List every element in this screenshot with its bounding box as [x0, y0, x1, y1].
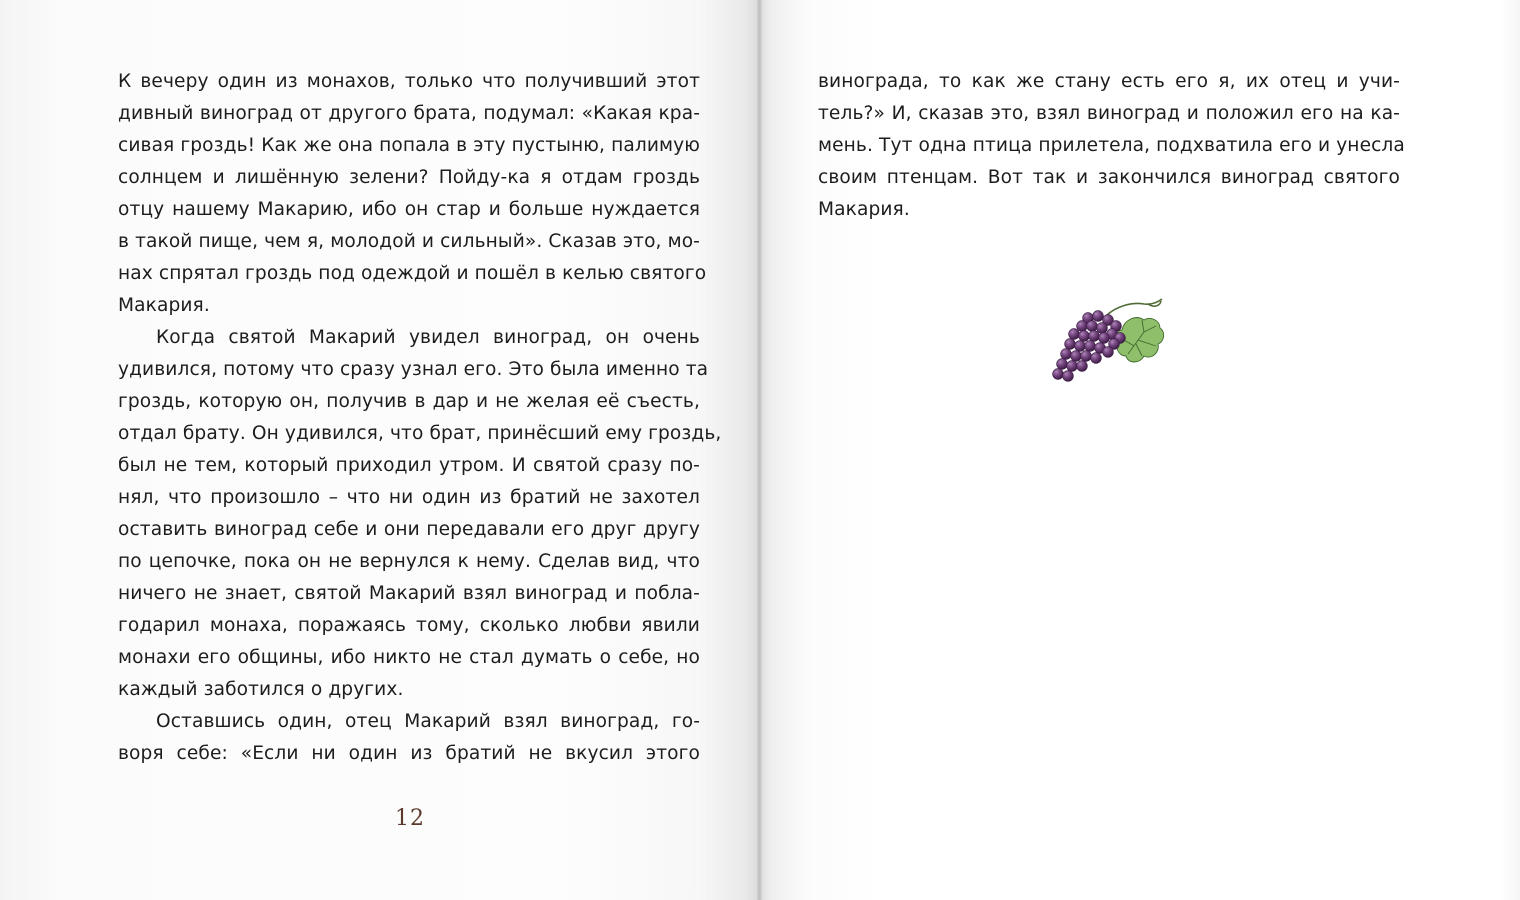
text-line: тель?» И, сказав это, взял виноград и положил его на ка- [818, 103, 1400, 124]
grape-berry-highlight [1117, 335, 1119, 337]
grape-berry [1067, 361, 1078, 372]
vine-tendril [1106, 299, 1162, 316]
text-line: был не тем, который приходил утром. И святой сразу по- [118, 455, 700, 476]
text-line: Макария. [118, 295, 210, 316]
grape-berry-highlight [1077, 343, 1079, 345]
text-line: нял, что произошло – что ни один из братий не захотел [118, 487, 700, 508]
text-line: дивный виноград от другого брата, подумал: «Какая кра- [118, 103, 700, 124]
paragraph-3 [118, 706, 700, 770]
text-line: монахи его общины, ибо никто не стал думать о себе, но [118, 647, 700, 668]
grape-berry [1097, 323, 1108, 334]
book-gutter [757, 0, 762, 900]
grape-berry [1061, 349, 1072, 360]
grape-berry-highlight [1111, 341, 1113, 343]
grape-berry-highlight [1105, 349, 1107, 351]
grape-berry-highlight [1081, 333, 1083, 335]
grape-berry [1099, 333, 1110, 344]
grape-berry [1079, 331, 1090, 342]
grape-berry-highlight [1099, 325, 1101, 327]
grape-berry-highlight [1083, 353, 1085, 355]
text-line: удивился, потому что сразу узнал его. Это была именно та [118, 359, 709, 380]
grape-berry [1091, 353, 1102, 364]
text-line: своим птенцам. Вот так и закончился виноград святого [818, 167, 1400, 188]
grape-berry [1065, 339, 1076, 350]
text-line: в такой пище, чем я, молодой и сильный». Сказав это, мо- [118, 231, 700, 252]
grape-berry-highlight [1097, 345, 1099, 347]
text-line: гроздь, которую он, получив в дар и не желая её съесть, [118, 391, 700, 412]
text-line: Оставшись один, отец Макарий взял виноград, го- [156, 711, 700, 732]
grape-berry [1081, 351, 1092, 362]
text-line: Когда святой Макарий увидел виноград, он очень [156, 327, 700, 348]
grape-cluster-icon [1044, 296, 1168, 382]
page-number: 12 [395, 806, 425, 831]
text-line: нах спрятал гроздь под одеждой и пошёл в келью святого [118, 263, 707, 284]
grape-berry-highlight [1079, 323, 1081, 325]
grape-berry [1071, 351, 1082, 362]
grape-berry [1103, 347, 1114, 358]
grape-berry-highlight [1091, 333, 1093, 335]
grape-berry-highlight [1093, 355, 1095, 357]
grape-berry [1069, 329, 1080, 340]
text-line: К вечеру один из монахов, только что получивший этот [118, 71, 700, 92]
grape-berry [1075, 341, 1086, 352]
paragraph-1 [118, 66, 707, 322]
left-page-text [118, 66, 722, 770]
grape-berry [1077, 321, 1088, 332]
grape-berry-highlight [1109, 331, 1111, 333]
text-line: каждый заботился о других. [118, 679, 404, 700]
text-line: винограда, то как же стану есть его я, их отец и учи- [818, 71, 1400, 92]
text-line: отдал брату. Он удивился, что брат, принёсший ему гроздь, [118, 423, 722, 444]
grape-berry-highlight [1055, 371, 1057, 373]
grape-berry-highlight [1079, 363, 1081, 365]
grape-berry [1087, 321, 1098, 332]
text-line: ничего не знает, святой Макарий взял виноград и побла- [118, 583, 700, 604]
right-page-text [818, 66, 1405, 226]
grape-berry [1063, 371, 1074, 382]
grape-berry-highlight [1087, 343, 1089, 345]
grape-berry-highlight [1113, 323, 1115, 325]
grape-berry-highlight [1089, 323, 1091, 325]
grape-berries [1053, 311, 1126, 382]
grape-berry-highlight [1105, 317, 1107, 319]
text-line: оставить виноград себе и они передавали его друг другу [118, 519, 700, 540]
right-page [760, 0, 1520, 900]
text-line: годарил монаха, поражаясь тому, сколько любви явили [118, 615, 700, 636]
paragraph-continuation [818, 66, 1405, 226]
grape-berry-highlight [1071, 331, 1073, 333]
text-line: солнцем и лишённую зелени? Пойду-ка я отдам гроздь [118, 167, 700, 188]
paragraph-2 [118, 322, 722, 706]
grape-berry [1085, 341, 1096, 352]
grape-berry-highlight [1085, 315, 1087, 317]
text-line: воря себе: «Если ни один из братий не вкусил этого [118, 743, 700, 764]
grape-berry [1057, 359, 1068, 370]
grape-berry-highlight [1067, 341, 1069, 343]
grape-berry-highlight [1063, 351, 1065, 353]
grape-berry [1093, 311, 1104, 322]
text-line: Макария. [818, 199, 910, 220]
grape-berry-highlight [1101, 335, 1103, 337]
grape-berry [1089, 331, 1100, 342]
text-line: по цепочке, пока он не вернулся к нему. Сделав вид, что [118, 551, 700, 572]
grape-berry-highlight [1073, 353, 1075, 355]
grape-berry [1053, 369, 1064, 380]
grape-berry-highlight [1069, 363, 1071, 365]
grape-berry [1077, 361, 1088, 372]
text-line: отцу нашему Макарию, ибо он стар и больше нуждается [118, 199, 700, 220]
text-line: сивая гроздь! Как же она попала в эту пустыню, палимую [118, 135, 700, 156]
grape-berry-highlight [1059, 361, 1061, 363]
grape-berry-highlight [1095, 313, 1097, 315]
text-line: мень. Тут одна птица прилетела, подхватила его и унесла [818, 135, 1405, 156]
grape-berry-highlight [1065, 373, 1067, 375]
